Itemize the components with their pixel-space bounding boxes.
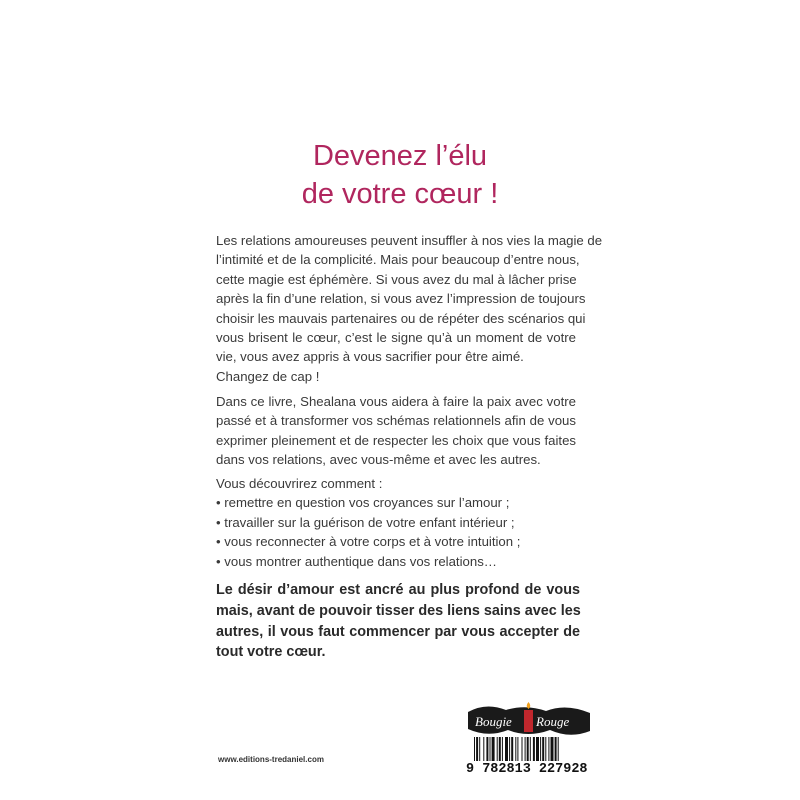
barcode-bar xyxy=(540,737,541,761)
barcode-bar xyxy=(525,737,526,761)
barcode-bar xyxy=(517,737,518,761)
title-line-1: Devenez l’élu xyxy=(312,140,488,172)
paragraph-book xyxy=(216,392,576,470)
text-line: Dans ce livre, Shealana vous aidera à faire la paix avec votre xyxy=(216,394,576,409)
bougie-rouge-logo xyxy=(466,700,592,740)
closing-statement xyxy=(216,580,580,663)
list-item: • vous montrer authentique dans vos relations… xyxy=(216,553,497,569)
list-intro: Vous découvrirez comment : xyxy=(216,476,383,491)
text-line: tout votre cœur. xyxy=(216,644,326,661)
text-line: dans vos relations, avec vous-même et avec les autres. xyxy=(216,452,541,468)
text-line: choisir les mauvais partenaires ou de répéter des scénarios qui xyxy=(216,310,586,326)
barcode-bar xyxy=(479,737,480,761)
barcode-bar xyxy=(555,737,557,761)
list-item: • remettre en question vos croyances sur l’amour ; xyxy=(216,495,510,511)
text-line: vous brisent le cœur, c’est le signe qu’à un moment de votre xyxy=(216,330,576,346)
barcode-bar xyxy=(476,737,478,761)
barcode-bar xyxy=(548,737,549,761)
barcode-bar xyxy=(515,737,516,761)
text-line: autres, il vous faut commencer par vous accepter de xyxy=(216,623,580,640)
list-item: • vous reconnecter à votre corps et à votre intuition ; xyxy=(216,534,521,550)
barcode-bar xyxy=(536,737,539,761)
barcode xyxy=(474,737,590,761)
barcode-bar xyxy=(499,737,501,761)
barcode-bar xyxy=(511,737,513,761)
barcode-bar xyxy=(502,737,503,761)
barcode-bar xyxy=(527,737,529,761)
text-line: vie, vous avez appris à vous sacrifier pour être aimé. xyxy=(216,349,524,365)
barcode-bar xyxy=(497,737,498,761)
barcode-bar xyxy=(509,737,510,761)
barcode-bar xyxy=(492,737,495,761)
text-line: cette magie est éphémère. Si vous avez du mal à lâcher prise xyxy=(216,271,577,287)
barcode-bar xyxy=(551,737,554,761)
list-item: • travailler sur la guérison de votre enfant intérieur ; xyxy=(216,514,515,530)
isbn-number: 9 782813 227928 xyxy=(466,762,588,777)
barcode-bar xyxy=(542,737,544,761)
barcode-bar xyxy=(490,737,491,761)
text-line: passé et à transformer vos schémas relationnels afin de vous xyxy=(216,413,576,429)
barcode-bar xyxy=(558,737,559,761)
barcode-bar xyxy=(474,737,475,761)
logo-text-left: Bougie xyxy=(475,714,512,729)
title-line-2: de votre cœur ! xyxy=(301,178,499,210)
barcode-bar xyxy=(533,737,535,761)
barcode-bar xyxy=(486,737,488,761)
book-title xyxy=(200,137,600,213)
barcode-bar xyxy=(483,737,484,761)
discover-list xyxy=(216,474,576,571)
barcode-bar xyxy=(522,737,523,761)
text-line: Les relations amoureuses peuvent insuffler à nos vies la magie de xyxy=(216,233,603,248)
text-line: exprimer pleinement et de respecter les choix que vous faites xyxy=(216,432,576,448)
paragraph-intro xyxy=(216,231,603,386)
text-line: mais, avant de pouvoir tisser des liens sains avec les xyxy=(216,602,581,619)
barcode-bar xyxy=(530,737,531,761)
publisher-website: www.editions-tredaniel.com xyxy=(218,755,324,764)
barcode-bar xyxy=(545,737,546,761)
text-line: après la fin d’une relation, si vous avez l’impression de toujours xyxy=(216,291,586,307)
candle-icon xyxy=(524,710,533,732)
barcode-bar xyxy=(505,737,508,761)
text-line: Le désir d’amour est ancré au plus profond de vous xyxy=(216,582,580,598)
text-line: Changez de cap ! xyxy=(216,368,320,384)
logo-text-right: Rouge xyxy=(536,714,570,729)
text-line: l’intimité et de la complicité. Mais pour beaucoup d’entre nous, xyxy=(216,252,580,268)
